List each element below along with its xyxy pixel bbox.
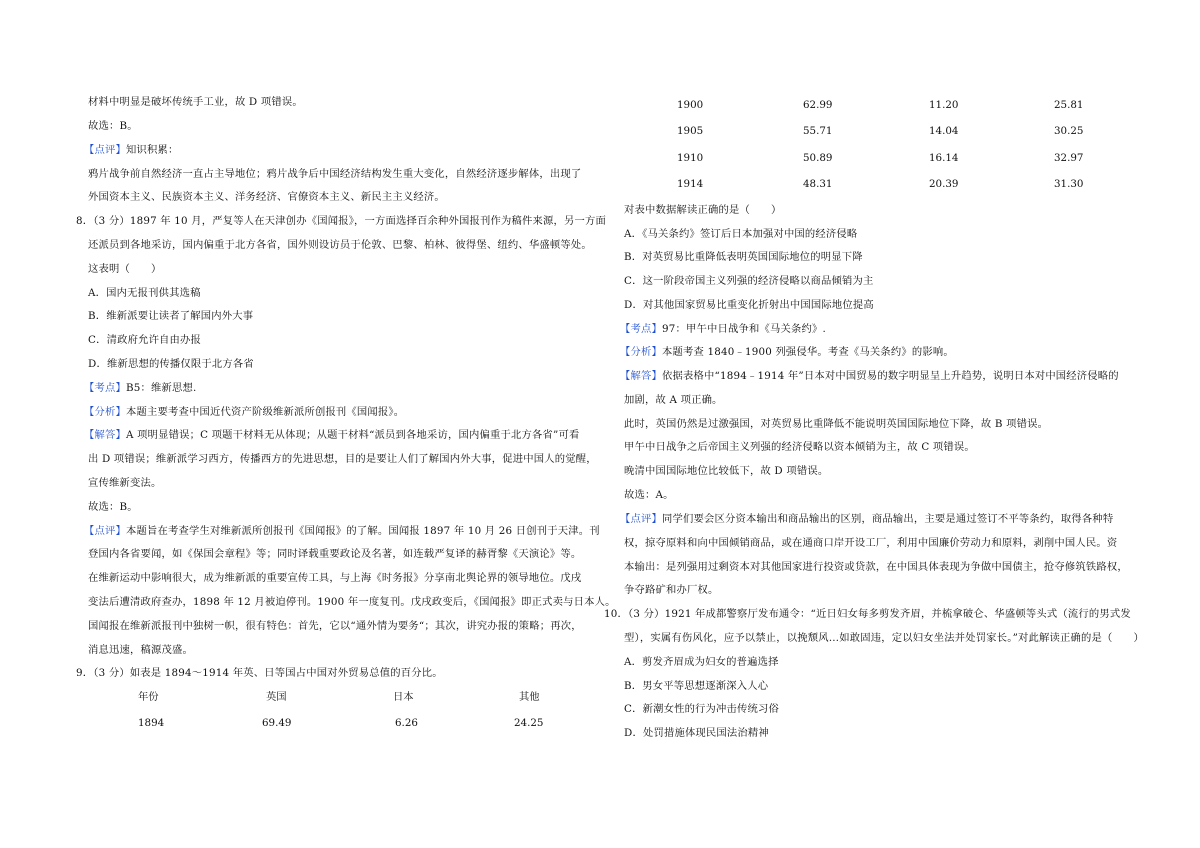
solution-tag: 【解答】 [620, 370, 662, 382]
option-b: B．对英贸易比重降低表明英国国际地位的明显下降 [624, 251, 863, 263]
solution-text: 甲午中日战争之后帝国主义列强的经济侵略以资本倾销为主，故 C 项错误。 [624, 441, 975, 453]
text-line: 外国资本主义、民族资本主义、洋务经济、官僚资本主义、新民主主义经济。 [88, 191, 445, 203]
knowledge-point-text: B5：维新思想. [126, 382, 197, 394]
solution-text: 此时，英国仍然是过激强国，对英贸易比重降低不能说明英国国际地位下降，故 B 项错误。 [624, 418, 1049, 430]
question-10-stem: 10．（3 分）1921 年成都警察厅发布通令：“近日妇女每多剪发齐眉，并梳拿破仑、华盛顿等头式（流行的男式发 [604, 608, 1131, 620]
table-cell: 1905 [677, 125, 704, 137]
option-d: D．处罚措施体现民国法治精神 [624, 727, 769, 739]
option-c: C．新潮女性的行为冲击传统习俗 [624, 703, 780, 715]
text-line: 材料中明显是破坏传统手工业，故 D 项错误。 [88, 96, 303, 108]
question-9-stem: 9．（3 分）如表是 1894～1914 年英、日等国占中国对外贸易总值的百分比。 [76, 667, 443, 679]
option-a: A．剪发齐眉成为妇女的普遍选择 [624, 656, 779, 668]
table-cell: 48.31 [803, 178, 833, 190]
comment-line [620, 512, 1113, 526]
answer-line: 故选：B。 [88, 501, 138, 513]
analysis-line [84, 405, 404, 419]
comment-tag: 【点评】 [84, 525, 126, 537]
option-a: A．《马关条约》签订后日本加强对中国的经济侵略 [624, 228, 858, 240]
solution-text: 依据表格中“1894﹣1914 年”日本对中国贸易的数字明显呈上升趋势，说明日本对中国经济侵略的 [662, 370, 1119, 382]
comment-tag: 【点评】 [84, 144, 126, 156]
comment-tag: 【点评】 [620, 513, 662, 525]
option-c: C．清政府允许自由办报 [88, 334, 202, 346]
option-d: D．对其他国家贸易比重变化折射出中国国际地位提高 [624, 299, 874, 311]
question-10-stem: 型），实属有伤风化，应予以禁止，以挽颓风…如敢固违，定以妇女坐法并处罚家长。”对此解读正确的是（ ） [624, 632, 1145, 644]
solution-text: A 项明显错误；C 项题干材料无从体现；从题干材料“派员到各地采访，国内偏重于北方各省”可看 [126, 429, 580, 441]
table-cell: 30.25 [1054, 125, 1084, 137]
knowledge-point-tag: 【考点】 [620, 323, 662, 335]
analysis-text: 本题考查 1840﹣1900 列强侵华。考查《马关条约》的影响。 [662, 346, 954, 358]
solution-text: 宣传维新变法。 [88, 477, 162, 489]
solution-line [84, 428, 579, 442]
comment-text: 本题旨在考查学生对维新派所创报刊《国闻报》的了解。国闻报 1897 年 10 月 26 日创刊于天津。刊 [126, 525, 600, 537]
table-header-cell: 日本 [393, 691, 414, 703]
comment-text: 本输出：是列强用过剩资本对其他国家进行投资或贷款，在中国具体表现为争做中国债主，抢夺修筑铁路权， [624, 561, 1128, 573]
table-header-cell: 年份 [138, 691, 159, 703]
option-b: B．维新派要让读者了解国内外大事 [88, 310, 254, 322]
table-cell: 6.26 [395, 717, 418, 729]
table-cell: 62.99 [803, 99, 833, 111]
comment-text: 争夺路矿和办厂权。 [624, 584, 719, 596]
knowledge-point-tag: 【考点】 [84, 382, 126, 394]
table-cell: 1894 [138, 717, 165, 729]
comment-text: 知识积累： [126, 144, 179, 156]
table-cell: 24.25 [514, 717, 544, 729]
solution-line [620, 369, 1119, 383]
option-a: A．国内无报刊供其选稿 [88, 287, 201, 299]
comment-text: 权，掠夺原料和向中国倾销商品，或在通商口岸开设工厂，利用中国廉价劳动力和原料，剥削中国人民。资 [624, 537, 1118, 549]
text-line: 鸦片战争前自然经济一直占主导地位；鸦片战争后中国经济结构发生重大变化，自然经济逐步解体，出现了 [88, 168, 582, 180]
table-cell: 14.04 [929, 125, 959, 137]
question-8-stem: 这表明（ ） [88, 263, 162, 275]
table-cell: 1914 [677, 178, 704, 190]
comment-text: 登国内各省要闻，如《保国会章程》等；同时译载重要政论及名著，如连载严复译的赫胥黎《天演论》等。 [88, 548, 582, 560]
comment-line [84, 524, 600, 538]
table-cell: 31.30 [1054, 178, 1084, 190]
solution-text: 加剧，故 A 项正确。 [624, 394, 723, 406]
analysis-tag: 【分析】 [620, 346, 662, 358]
solution-text: 出 D 项错误；维新派学习西方，传播西方的先进思想，目的是要让人们了解国内外大事，促进中国人的觉醒， [88, 453, 597, 465]
knowledge-point-text: 97：甲午中日战争和《马关条约》. [662, 323, 826, 335]
knowledge-point-line [84, 381, 196, 395]
comment-text: 消息迅速，稿源茂盛。 [88, 644, 193, 656]
answer-line: 故选：A。 [624, 489, 674, 501]
table-cell: 69.49 [262, 717, 292, 729]
option-b: B．男女平等思想逐渐深入人心 [624, 680, 769, 692]
solution-text: 晚清中国国际地位比较低下，故 D 项错误。 [624, 465, 829, 477]
question-8-stem: 还派员到各地采访，国内偏重于北方各省，国外则设访员于伦敦、巴黎、柏林、彼得堡、纽约、华盛顿等处。 [88, 239, 592, 251]
comment-line [84, 143, 178, 157]
table-header-cell: 其他 [519, 691, 540, 703]
option-d: D．维新思想的传播仅限于北方各省 [88, 358, 254, 370]
table-cell: 32.97 [1054, 152, 1084, 164]
answer-line: 故选：B。 [88, 120, 138, 132]
table-cell: 50.89 [803, 152, 833, 164]
solution-tag: 【解答】 [84, 429, 126, 441]
comment-text: 同学们要会区分资本输出和商品输出的区别，商品输出，主要是通过签订不平等条约，取得各种特 [662, 513, 1114, 525]
question-9-stem: 对表中数据解读正确的是（ ） [624, 204, 782, 216]
option-c: C．这一阶段帝国主义列强的经济侵略以商品倾销为主 [624, 275, 874, 287]
analysis-line [620, 345, 954, 359]
analysis-text: 本题主要考查中国近代资产阶级维新派所创报刊《国闻报》。 [126, 406, 405, 418]
comment-text: 变法后遭清政府查办，1898 年 12 月被迫停刊。1900 年一度复刊。戊戌政变后，《国闻报》即正式卖与日本人。 [88, 596, 616, 608]
table-cell: 20.39 [929, 178, 959, 190]
comment-text: 国闻报在维新派报刊中独树一帜，很有特色：首先，它以“通外情为要务“；其次，讲究办报的策略；再次， [88, 620, 582, 632]
table-cell: 1910 [677, 152, 704, 164]
table-cell: 11.20 [929, 99, 959, 111]
knowledge-point-line [620, 322, 826, 336]
question-8-stem: 8．（3 分）1897 年 10 月，严复等人在天津创办《国闻报》，一方面选择百余种外国报刊作为稿件来源，另一方面 [76, 215, 606, 227]
analysis-tag: 【分析】 [84, 406, 126, 418]
table-header-cell: 英国 [266, 691, 287, 703]
comment-text: 在维新运动中影响很大，成为维新派的重要宣传工具，与上海《时务报》分享南北舆论界的领导地位。戊戌 [88, 572, 582, 584]
table-cell: 16.14 [929, 152, 959, 164]
table-cell: 25.81 [1054, 99, 1084, 111]
table-cell: 55.71 [803, 125, 833, 137]
table-cell: 1900 [677, 99, 704, 111]
